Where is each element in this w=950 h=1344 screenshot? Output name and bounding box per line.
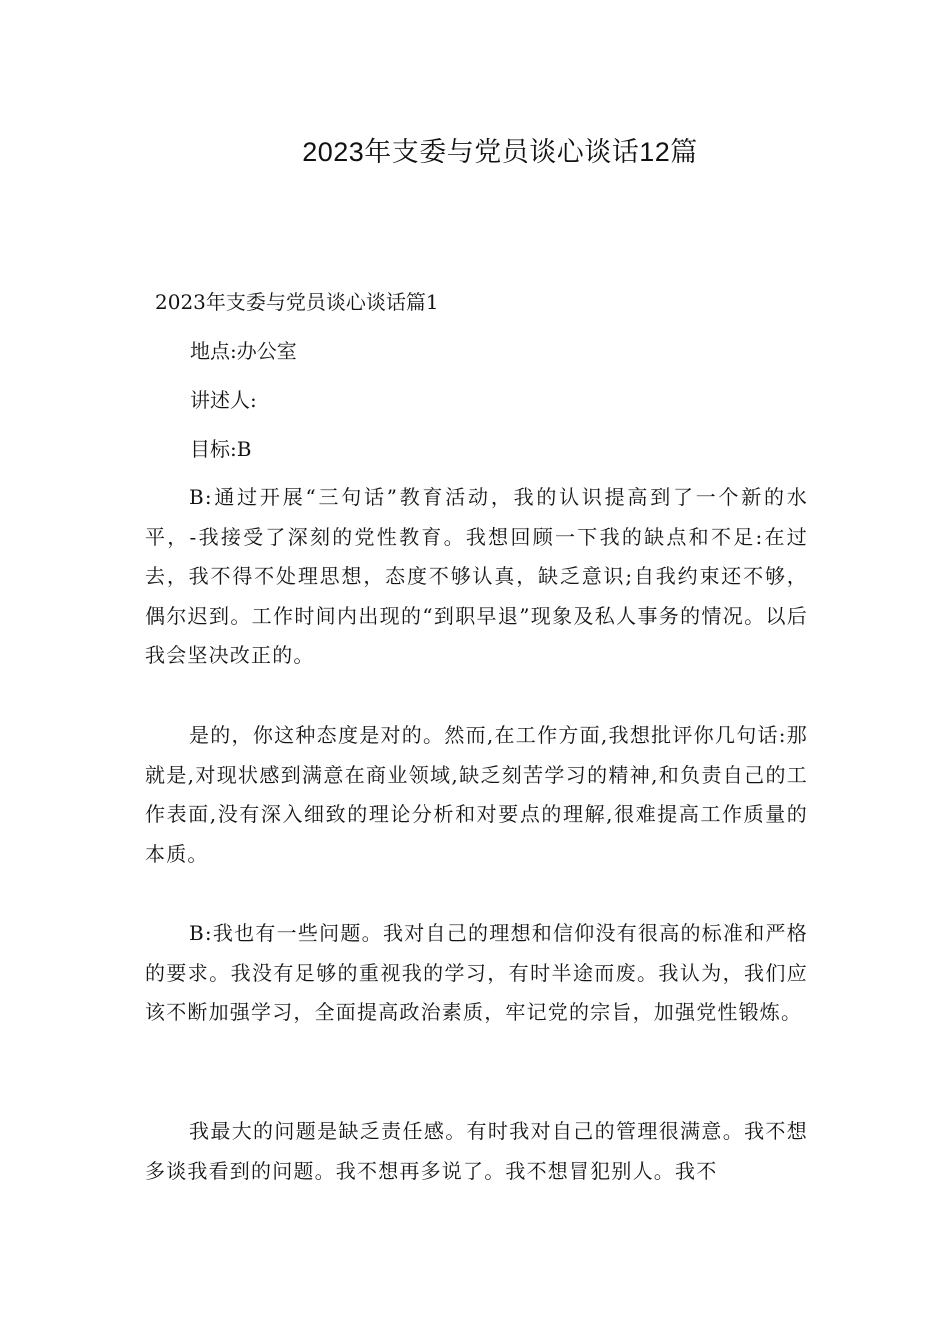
meta-target: 目标:B bbox=[190, 437, 252, 461]
meta-narrator: 讲述人: bbox=[190, 388, 257, 412]
meta-location: 地点:办公室 bbox=[190, 339, 297, 363]
paragraph-2: 是的，你这种态度是对的。然而,在工作方面,我想批评你几句话:那就是,对现状感到满意在商业领域,缺乏刻苦学习的精神,和负责自己的工作表面,没有深入细致的理论分析和对要点的理解,很难提高工作质量的本质。 bbox=[145, 723, 808, 866]
document-title: 2023年支委与党员谈心谈话12篇 bbox=[302, 137, 698, 167]
paragraph-4: 我最大的问题是缺乏责任感。有时我对自己的管理很满意。我不想多谈我看到的问题。我不想再多说了。我不想冒犯别人。我不 bbox=[145, 1119, 808, 1183]
paragraph-1: B:通过开展“三句话”教育活动，我的认识提高到了一个新的水平，-我接受了深刻的党性教育。我想回顾一下我的缺点和不足:在过去，我不得不处理思想，态度不够认真，缺乏意识;自我约束还不够，偶尔迟到。工作时间内出现的“到职早退”现象及私人事务的情况。以后我会坚决改正的。 bbox=[145, 485, 808, 668]
paragraph-3: B:我也有一些问题。我对自己的理想和信仰没有很高的标准和严格的要求。我没有足够的重视我的学习，有时半途而废。我认为，我们应该不断加强学习，全面提高政治素质，牢记党的宗旨，加强党性锻炼。 bbox=[145, 921, 808, 1025]
section-heading: 2023年支委与党员谈心谈话篇1 bbox=[155, 290, 439, 314]
